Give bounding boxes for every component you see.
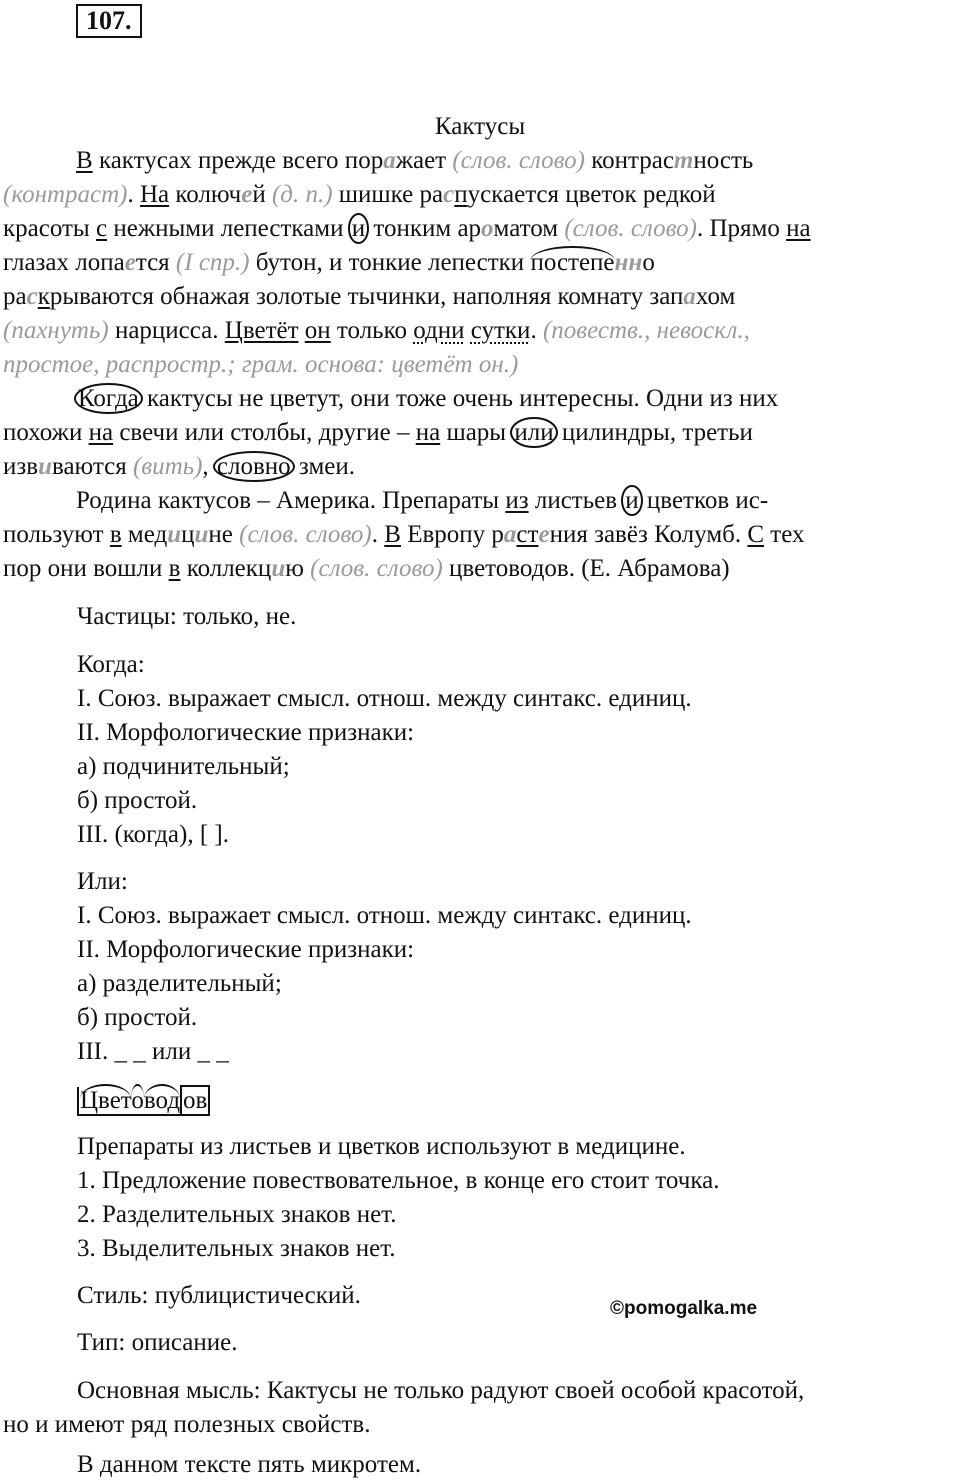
microtopics-line: В данном тексте пять микротем. [77, 1451, 422, 1478]
text-line: Родина кактусов – Америка. Препараты из листьев и цветков ис- [76, 487, 769, 514]
text-line: похожи на свечи или столбы, другие – на шары или цилиндры, третьи [3, 419, 753, 446]
text-line: извиваются (вить), словно змеи. [3, 453, 355, 480]
watermark: ©pomogalka.me [610, 1298, 758, 1319]
main-idea: Основная мысль: Кактусы не только радуют своей особой красотой, [77, 1377, 805, 1404]
ili-analysis: Или: I. Союз. выражает смысл. отнош. между синтакс. единиц. II. Морфологические признаки: а) разделительный; б) простой. III. _ _ или _ _ [77, 868, 692, 1065]
exercise-number: 107. [76, 4, 142, 38]
kogda-analysis: Когда: I. Союз. выражает смысл. отнош. между синтакс. единиц. II. Морфологические признаки: а) подчинительный; б) простой. III. (когда), [ ]. [77, 651, 692, 848]
sentence-analysis: Препараты из листьев и цветков используют в медицине. 1. Предложение повествовательное, в конце его стоит точка. 2. Разделительных знаков нет. 3. Выделительных знаков нет. [77, 1133, 720, 1262]
text-line: пользуют в медицине (слов. слово). В Европу растения завёз Колумб. С тех [3, 521, 805, 548]
type-line: Тип: описание. [77, 1329, 238, 1356]
word-parse: Цветовод ов [77, 1084, 957, 1118]
text-line: (пахнуть) нарцисса. Цветёт он только одни сутки. (повеств., невоскл., [3, 317, 750, 344]
text-title: Кактусы [434, 113, 526, 140]
text-line: раскрываются обнажая золотые тычинки, наполняя комнату запахом [3, 283, 736, 310]
particles-line: Частицы: только, не. [77, 603, 297, 630]
text-line: глазах лопается (I спр.) бутон, и тонкие лепестки постепенно [3, 246, 958, 280]
text-line: Когда кактусы не цветут, они тоже очень интересны. Одни из них [3, 382, 958, 416]
main-text [3, 144, 958, 586]
text-line: пор они вошли в коллекцию (слов. слово) цветоводов. (Е. Абрамова) [3, 555, 730, 582]
text-line: простое, распростр.; грам. основа: цветёт он.) [3, 351, 519, 378]
text-line: В кактусах прежде всего поражает (слов. слово) контрастность [76, 147, 754, 174]
main-idea-continuation: но и имеют ряд полезных свойств. [3, 1411, 371, 1438]
text-line: красоты с нежными лепестками и тонким ароматом (слов. слово). Прямо на [3, 215, 811, 242]
text-line: (контраст). На колючей (д. п.) шишке распускается цветок редкой [3, 181, 716, 208]
style-line: Стиль: публицистический. [77, 1282, 361, 1309]
